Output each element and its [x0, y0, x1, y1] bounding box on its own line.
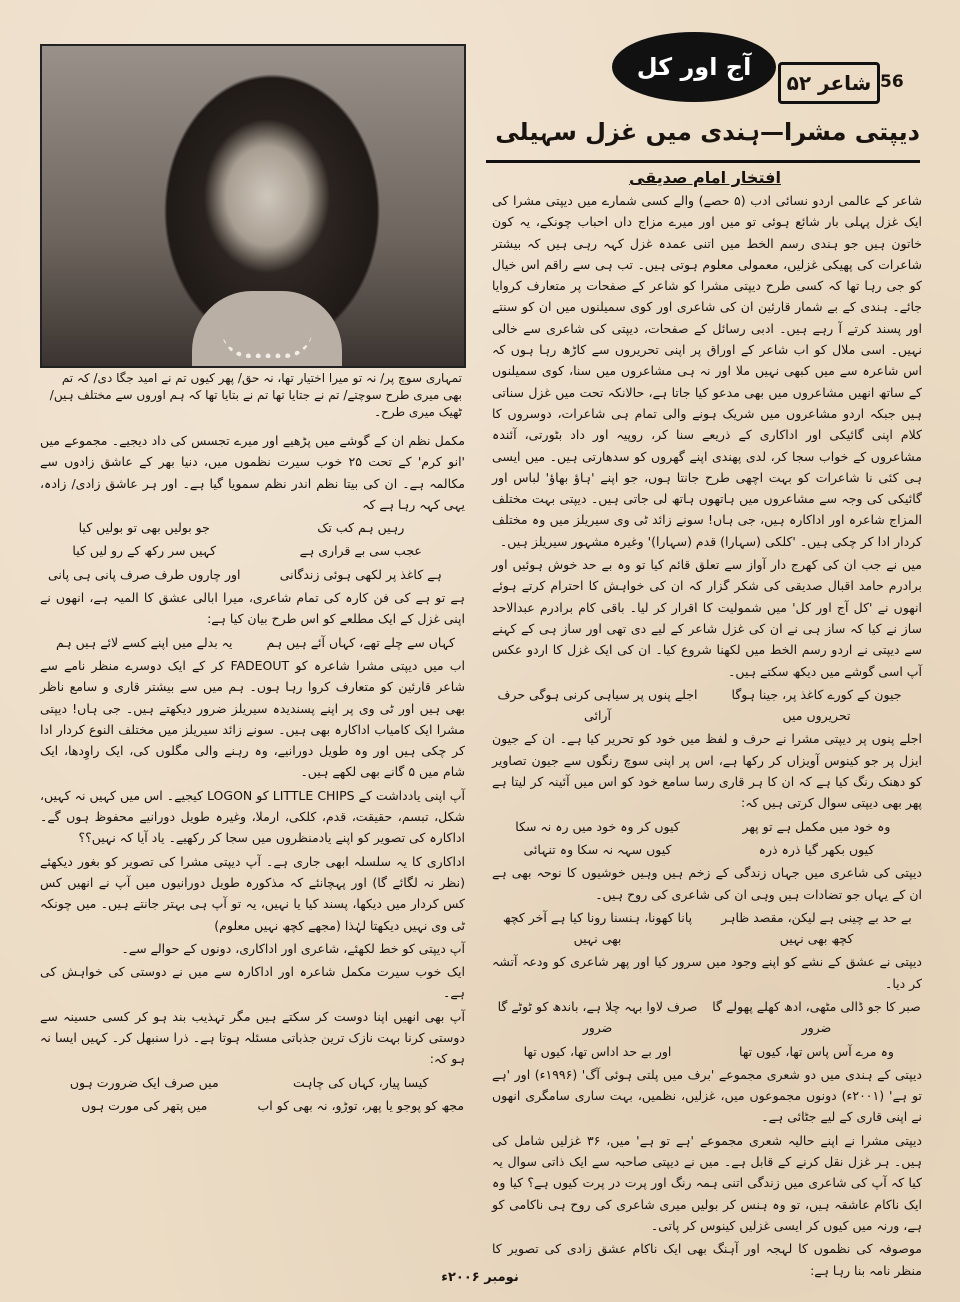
verse-line: جو بولیں بھی تو بولیں کیا	[78, 520, 210, 536]
paragraph: دیپتی کے ہندی میں دو شعری مجموعے 'برف میں پلتی ہوئی آگ' (۱۹۹۶ء) اور 'ہے تو ہے' (۲۰۰۱ء) دونوں مجموعوں میں، غزلیں، نظمیں، بہت ساری سامگری انھوں نے اپنی قاری کے لیے جٹائی ہے۔	[492, 1066, 922, 1125]
paragraph: دیپتی کی شاعری میں جہاں زندگی کے زخم ہیں وہیں خوشیوں کا نوحہ بھی ہے ان کے یہاں جو تضادات ہیں وہی ان کی شاعری کی روح ہیں۔	[492, 865, 922, 902]
verse-couplet	[492, 907, 922, 950]
verse-couplet	[492, 816, 922, 837]
verse-couplet	[492, 839, 922, 860]
verse-line: وہ خود میں مکمل ہے تو پھر	[742, 818, 891, 834]
paragraph: اداکاری کا یہ سلسلہ ابھی جاری ہے۔ آپ دیپتی مشرا کی تصویر کو بغور دیکھئے (نظر نہ لگائے گا) اور پہچانئے کہ مذکورہ طویل دورانیوں میں آپ نے انھیں کس کس کردار میں دیکھا، پسند کیا یا نہیں، یہ تو آپ ہی بہتر جانتے ہیں۔ میں چونکہ ٹی وی نہیں دیکھتا لہٰذا (مجھے کچھ نہیں معلوم)	[40, 853, 465, 933]
verse-couplet	[492, 1041, 922, 1062]
verse-line: کہیں سر رکھ کے رو لیں کیا	[72, 543, 217, 559]
verse-couplet	[492, 996, 922, 1039]
article-byline: افتخار امام صدیقی	[629, 168, 781, 187]
article-title: دیپتی مشرا—ہندی میں غزل سہیلی	[495, 118, 920, 146]
verse-line: صبر کا جو ڈالی مٹھی، ادھ کھلے پھولے گا ضرور	[712, 998, 921, 1036]
verse-line: اور چاروں طرف صرف پانی ہی پانی	[47, 566, 241, 582]
verse-couplet	[492, 684, 922, 727]
paragraph: آپ اپنی یادداشت کے LITTLE CHIPS کو LOGON کیجیے۔ اس میں کہیں نہ کہیں، شکل، تبسم، حقیقت، قدم، کلکی، ارملا، وغیرہ طویل دورانیے محفوظ ہوں گے۔ اداکارہ کی تصویر کو اپنے یادمنظروں میں سجا کر رکھیے۔ یاد آیا کہ نہیں؟؟	[40, 787, 465, 846]
author-portrait-photo	[40, 44, 466, 368]
verse-line: کیوں سہہ نہ سکا وہ تنہائی	[523, 841, 672, 857]
verse-line: یہ بدلے میں اپنے کسے لائے ہیں ہم	[56, 634, 233, 650]
verse-line: صرف لاوا بہہ چلا ہے، باندھ کو ٹوٹے گا ضرور	[497, 998, 698, 1036]
verse-line: اور بے حد اداس تھا، کیوں تھا	[523, 1043, 672, 1059]
paragraph: ہے تو ہے کی فن کارہ کی تمام شاعری، میرا ابالی عشق کا المیہ ہے، انھوں نے اپنی غزل کے ایک مطلعے کو اس طرح بیان کیا ہے:	[40, 590, 465, 627]
verse-line: میں صرف ایک ضرورت ہوں	[69, 1074, 219, 1090]
page-number: 56	[880, 72, 904, 92]
paragraph: ایک خوب سیرت مکمل شاعرہ اور اداکارہ سے میں نے دوستی کی خواہش کی ہے۔	[40, 964, 465, 1001]
paragraph: دیپتی مشرا نے اپنے حالیہ شعری مجموعے 'ہے تو ہے' میں، ۳۶ غزلیں شامل کی ہیں۔ ہر غزل نقل کرنے کے قابل ہے۔ میں نے دیپتی صاحبہ سے ایک ذاتی سوال یہ کیا کہ آپ کی شاعری میں زندگی اتنی ہمہ رنگ اور پرت در پرت کیوں ہے؟ کیا وہ ایک ناکام عاشقہ ہیں، تو وہ ہنس کر بولیں میری شاعری کی روح ہی ناکامی کو ہے، ورنہ میں کیوں کر ایسی غزلیں کینوس کر پاتی۔	[492, 1132, 922, 1233]
verse-couplet	[40, 564, 465, 585]
paragraph: مکمل نظم ان کے گوشے میں پڑھیے اور میرے تجسس کی داد دیجیے۔ مجموعے میں 'انو کرم' کے تحت ۲۵ خوب سیرت نظموں میں، دنیا بھر کے عاشق زادوں سے مکالمہ ہے۔ ان کی بیتا نظم اندر نظم سمویا گیا ہے۔ اور ہر عاشق زادی/ زادہ، یہی کہہ رہا ہے کہ	[40, 433, 465, 512]
title-divider	[486, 160, 920, 163]
verse-couplet	[40, 540, 465, 561]
verse-couplet	[40, 1095, 465, 1116]
paragraph: آپ دیپتی کو خط لکھئے، شاعری اور اداکاری، دونوں کے حوالے سے۔	[121, 940, 465, 956]
paragraph: آپ بھی انھیں اپنا دوست کر سکتے ہیں مگر تہذیب بند ہو کر کسی حسینہ سے دوستی کرنا بہت نازک ترین جذباتی مسئلہ ہوتا ہے۔ ذرا سنبھل کر۔ کہیں ایسا نہ ہو کہ:	[40, 1008, 465, 1067]
verse-couplet	[40, 1072, 465, 1093]
verse-line: کہاں سے چلے تھے، کہاں آئے ہیں ہم	[266, 634, 455, 650]
verse-line: مجھ کو پوجو یا پھر، توڑو، نہ بھی کو اب	[257, 1097, 465, 1113]
verse-line: کیسا پیار، کہاں کی چاہت	[293, 1074, 429, 1090]
issue-date-footer: نومبر ۲۰۰۶ء	[441, 1270, 519, 1285]
pearl-necklace-icon	[222, 331, 312, 358]
verse-couplet	[40, 632, 465, 653]
verse-line: عجب سی بے قراری ہے	[299, 543, 422, 559]
section-oval-title: آج اور کل	[612, 32, 776, 102]
paragraph: موصوفہ کی نظموں کا لہجہ اور آہنگ بھی ایک ناکام عشق زادی کی تصویر کا منظر نامہ بنا رہا ہے:	[492, 1241, 922, 1278]
paragraph: اب میں دیپتی مشرا شاعرہ کو FADEOUT کر کے ایک دوسرے منظر نامے سے شاعر قارئین کو متعارف کروا رہا ہوں۔ ہم میں سے بیشتر قاری و سامع ناظر بھی ہیں اور ٹی وی پر اپنے پسندیدہ سیریلز ضرور دیکھتے ہیں۔ جی ہاں! دیپتی مشرا ایک کامیاب اداکارہ بھی ہیں۔ سونے زائد سیریلز میں مختلف النوع کردار ادا کر چکی ہیں اور وہ طویل دورانیے، وہ رہنے والی مگلوں کی، ایک راوِدھا، ایک شام میں ۵ گانے بھی لکھے ہیں۔	[40, 657, 465, 780]
paragraph: اجلے پنوں پر دیپتی مشرا نے حرف و لفظ میں خود کو تحریر کیا ہے۔ ان کے جیون ایزل پر جو کینوس آویزاں کر رکھا ہے، اس پر اپنی سوچ رنگوں سے جیون تصاویر کو دھنک رنگ کیا ہے کہ ان کا ہر قاری رسا سامع خود کو اس میں آئینہ کر لیتا ہے پھر بھی دیپتی سوال کرتی ہیں کہ:	[492, 731, 922, 811]
verse-line: کیوں بکھر گیا ذرہ ذرہ	[758, 841, 875, 857]
verse-line: رہیں ہم کب تک	[317, 520, 405, 536]
series-badge: شاعر ۵۲	[778, 62, 880, 104]
verse-line: وہ مرے آس پاس تھا، کیوں تھا	[739, 1043, 894, 1059]
paragraph: میں نے جب ان کی کھرج دار آواز سے تعلق قائم کیا تو وہ بے حد خوش ہوئیں اور برادرم حامد اقبال صدیقی کی شکر گزار کہ ان کی خواہش کا احترام کرتے ہوئے انھوں نے 'کل آج اور کل' میں شمولیت کا اقرار کر لیا۔ باقی کام برادرم عبدالاحد ساز نے کیا کہ ساز ہی نے ان کی غزل شاعر کے لیے دی تھی اور ساز ہی کے کہنے سے دیپتی نے اردو رسم الخط میں لکھنا شروع کیا۔ ان کی ایک غزل کا اردو عکس آپ اسی گوشے میں دیکھ سکتے ہیں۔	[492, 557, 922, 679]
left-column	[40, 430, 465, 1118]
right-column	[492, 190, 922, 1283]
verse-line: بے حد بے چینی ہے لیکن، مقصد ظاہر کچھ بھی نہیں	[721, 909, 912, 947]
photo-caption: تمہاری سوچ پر/ نہ تو میرا اختیار تھا، نہ حق/ پھر کیوں تم نے امید جگا دی/ کہ تم بھی میری طرح سوچتے/ تم نے جتایا تھا تم نے بتایا تھا کہ ہم اوروں سے مختلف ہیں/ ٹھیک میری طرح۔	[49, 371, 462, 419]
paragraph: شاعر کے عالمی اردو نسائی ادب (۵ حصے) والے کسی شمارے میں دیپتی مشرا کی ایک غزل پہلی بار شائع ہوئی تو میں اور میرے مزاج داں احباب چونکے، یہ کون خاتون ہیں جو ہندی رسم الخط میں اتنی عمدہ غزل کہہ رہی ہیں کہ بیشتر شاعرات کی پھیکی غزلیں، معمولی معلوم ہوتی ہیں۔ تب ہی سے راقم اس خیال کو جی رہا تھا کہ کسی طرح دیپتی مشرا کو شاعر کے صفحات پر متعارف کروایا جائے۔ ہندی کے بے شمار قارئین ان کی شاعری اور کوی سمیلنوں میں ان کو سنتے اور پسند کرتے آ رہے ہیں۔ ادبی رسائل کے صفحات، دیپتی کی شاعری سے خالی نہیں۔ اسی ملال کو اب شاعر کے اوراق پر اپنی تحریروں سے کاڑھ رہا ہوں کہ اس شاعرہ سے میں کبھی نہیں ملا اور نہ ہی مشاعروں میں سنا، کوی سمیلنوں کے ساتھ انھیں مشاعروں میں بھی مدعو کیا جاتا ہے، حالانکہ تحت میں غزل سناتی ہیں جبکہ اردو مشاعروں میں شریک ہونے والی تمام ہی شاعرات، دوسروں کا کلام اپنی گائیکی اور اداکاری کے ذریعے سنا کر، روپیہ اور داد بٹورتی، آئندہ مشاعروں کے خواب سجا کر، لدی پھندی اپنے گھروں کو سدھارتی ہیں۔ میں ایسی ہی کئی نا شاعرات کو بہت اچھی طرح جانتا ہوں، جو اپنے 'ہاؤ بھاؤ' لباس اور گائیکی کی وجہ سے مشاعروں میں ہاتھوں ہاتھ لی جاتی ہیں۔ دیپتی بہت مختلف المزاج شاعرہ اور اداکارہ ہیں، جی ہاں! سونے زائد ٹی وی سیریلز میں وہ مختلف کردار ادا کر چکی ہیں۔ 'کلکی (سہارا) قدم (سہارا)' وغیرہ مشہور سیریلز ہیں۔	[492, 193, 922, 549]
verse-line: پانا کھونا، ہنسنا رونا کیا ہے آخر کچھ بھی نہیں	[502, 909, 693, 947]
paragraph: دیپتی نے عشق کے نشے کو اپنے وجود میں سرور کیا اور پھر شاعری کو ودعہ آتشہ کر دیا۔	[492, 954, 922, 991]
verse-line: اجلے پنوں پر سیاہی کرنی ہوگی حرف آرائی	[497, 686, 698, 724]
verse-line: میں پتھر کی مورت ہوں	[81, 1097, 208, 1113]
verse-line: جیون کے کورے کاغذ پر، جینا ہوگا تحریروں میں	[731, 686, 902, 724]
verse-line: کیوں کر وہ خود میں رہ نہ سکا	[515, 818, 680, 834]
verse-line: ہے کاغذ پر لکھی ہوئی زندگانی	[279, 566, 442, 582]
verse-couplet	[40, 517, 465, 538]
